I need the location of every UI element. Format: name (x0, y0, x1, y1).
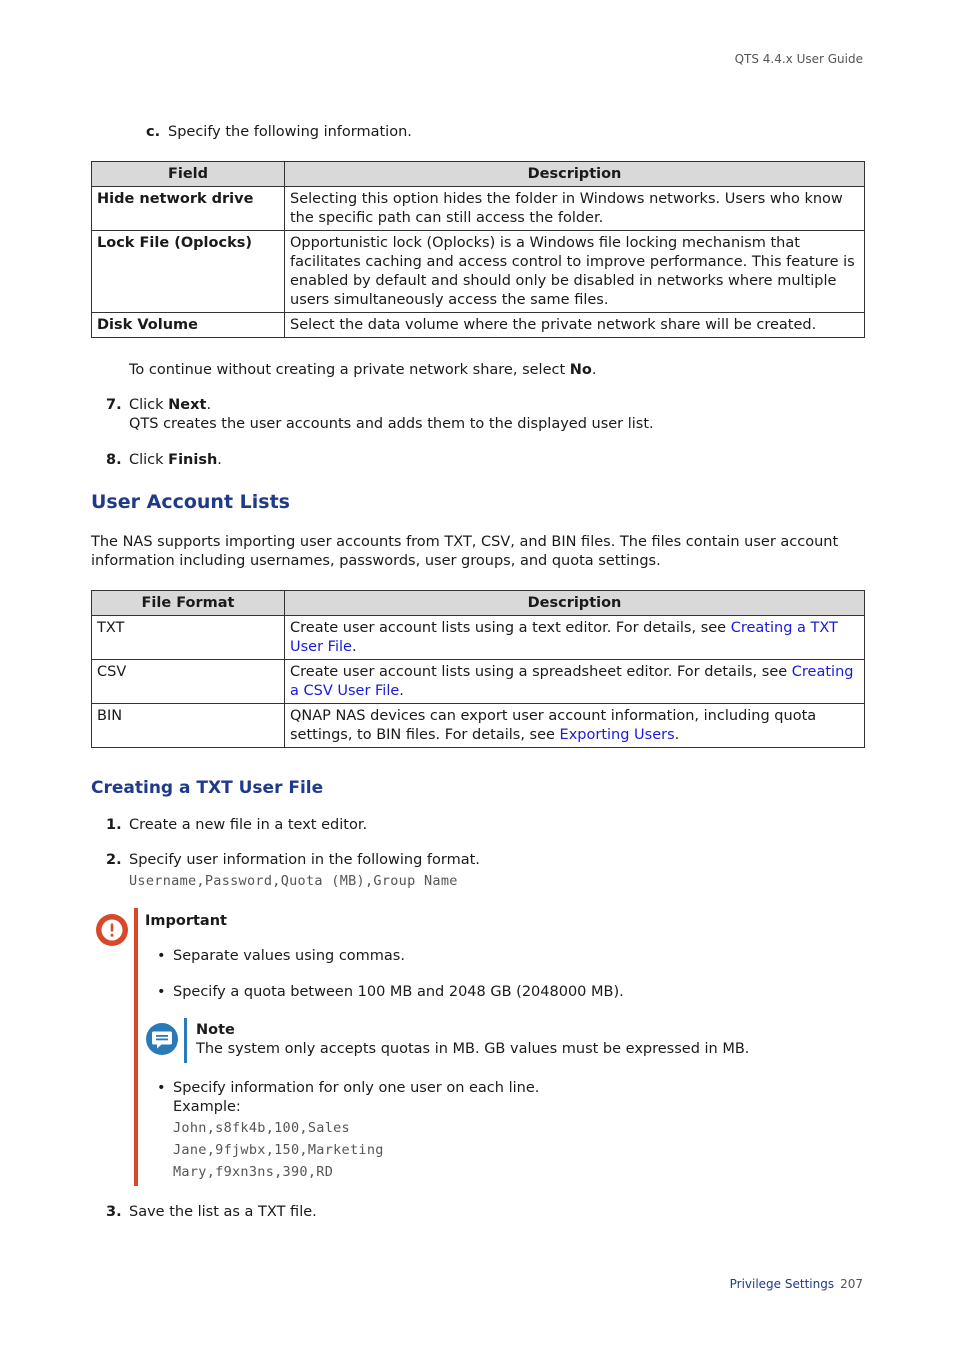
no-option: No (569, 362, 592, 378)
description-cell: Selecting this option hides the folder in Windows networks. Users who know the specific path can still access the folder. (285, 187, 865, 231)
field-cell: Hide network drive (92, 187, 285, 231)
description-text: QNAP NAS devices can export user account information, including quota settings, to BIN files. For details, see (290, 708, 817, 743)
bullet-icon: • (157, 1080, 166, 1096)
format-code: Username,Password,Quota (MB),Group Name (129, 873, 458, 889)
table-header-row (92, 162, 865, 187)
format-cell: CSV (92, 660, 285, 704)
example-line: John,s8fk4b,100,Sales (173, 1120, 350, 1136)
step-text: Click (129, 452, 169, 468)
table-row (92, 660, 865, 704)
header-file-format: File Format (92, 591, 285, 616)
step-number: 2. (106, 852, 122, 868)
continue-text: To continue without creating a private network share, select (129, 362, 570, 378)
table-row (92, 313, 865, 338)
description-period: . (399, 683, 404, 699)
description-cell: Select the data volume where the private network share will be created. (285, 313, 865, 338)
important-bar (134, 908, 138, 1186)
substep-text: Specify the following information. (168, 124, 412, 140)
bullet-icon: • (157, 948, 166, 964)
step-number: 7. (106, 397, 122, 413)
page-footer (730, 1275, 863, 1294)
section-title-creating-txt-user-file: Creating a TXT User File (91, 778, 324, 798)
substep-c (146, 123, 412, 142)
description-cell (285, 704, 865, 748)
description-period: . (674, 727, 680, 743)
description-text: Create user account lists using a spreadsheet editor. For details, see (290, 664, 792, 680)
header-description: Description (285, 162, 865, 187)
important-title: Important (145, 913, 227, 929)
step-number: 1. (106, 817, 122, 833)
header-field: Field (92, 162, 285, 187)
link-exporting-users[interactable]: Exporting Users (559, 727, 675, 743)
field-cell: Lock File (Oplocks) (92, 231, 285, 313)
important-bullet (157, 983, 624, 1002)
bullet-text: Separate values using commas. (173, 948, 405, 964)
step-text: Click (129, 397, 169, 413)
table-row (92, 187, 865, 231)
important-bullet (157, 1079, 539, 1183)
format-cell: TXT (92, 616, 285, 660)
table-row (92, 616, 865, 660)
step-number: 3. (106, 1204, 122, 1220)
example-line: Jane,9fjwbx,150,Marketing (173, 1142, 384, 1158)
note-content (196, 1021, 749, 1059)
format-cell: BIN (92, 704, 285, 748)
section-intro: The NAS supports importing user accounts from TXT, CSV, and BIN files. The files contain user account information including usernames, passwords, user groups, and quota settings. (91, 534, 839, 569)
finish-button-ref: Finish (168, 452, 218, 468)
important-bullet (157, 947, 405, 966)
note-icon (145, 1022, 179, 1056)
field-cell: Disk Volume (92, 313, 285, 338)
step-period: . (217, 452, 222, 468)
footer-section: Privilege Settings (729, 1277, 835, 1291)
substep-label: c. (146, 124, 161, 140)
step-text: Create a new file in a text editor. (129, 817, 368, 833)
link-creating-txt-user-file[interactable]: Creating a TXT User File (290, 620, 838, 655)
fields-table (91, 161, 865, 338)
table-row (92, 704, 865, 748)
running-header: QTS 4.4.x User Guide (734, 52, 863, 66)
description-cell (285, 616, 865, 660)
bullet-icon: • (157, 984, 166, 1000)
continue-period: . (591, 362, 597, 378)
step-8 (106, 451, 222, 470)
txt-step-1 (106, 816, 367, 835)
example-code (173, 1117, 539, 1183)
header-description: Description (285, 591, 865, 616)
step-text: Specify user information in the following format. (129, 852, 480, 868)
step-number: 8. (106, 452, 122, 468)
link-creating-csv-user-file[interactable]: Creating a CSV User File (290, 664, 854, 699)
note-title: Note (196, 1022, 235, 1038)
continue-note (129, 361, 596, 380)
table-row (92, 231, 865, 313)
page-number: 207 (840, 1277, 863, 1291)
bullet-text: Specify a quota between 100 MB and 2048 GB (2048000 MB). (173, 984, 624, 1000)
description-text: Create user account lists using a text editor. For details, see (290, 620, 731, 636)
step-7-detail: QTS creates the user accounts and adds them to the displayed user list. (129, 416, 654, 432)
txt-step-3 (106, 1203, 317, 1222)
section-title-user-account-lists: User Account Lists (91, 491, 290, 513)
example-line: Mary,f9xn3ns,390,RD (173, 1164, 334, 1180)
note-bar (184, 1018, 187, 1063)
example-label: Example: (173, 1099, 241, 1115)
description-cell (285, 660, 865, 704)
description-period: . (351, 639, 357, 655)
step-text: Save the list as a TXT file. (129, 1204, 317, 1220)
step-period: . (206, 397, 212, 413)
table-header-row (92, 591, 865, 616)
file-format-table (91, 590, 865, 748)
description-cell: Opportunistic lock (Oplocks) is a Windows file locking mechanism that facilitates caching and access control to improve performance. This feature is enabled by default and should only be disabled in networks where multiple users simultaneously access the same files. (285, 231, 865, 313)
step-7 (106, 396, 654, 434)
next-button-ref: Next (168, 397, 207, 413)
txt-step-2 (106, 851, 480, 891)
important-icon (95, 913, 129, 947)
bullet-text: Specify information for only one user on each line. (173, 1080, 540, 1096)
note-text: The system only accepts quotas in MB. GB values must be expressed in MB. (196, 1041, 750, 1057)
